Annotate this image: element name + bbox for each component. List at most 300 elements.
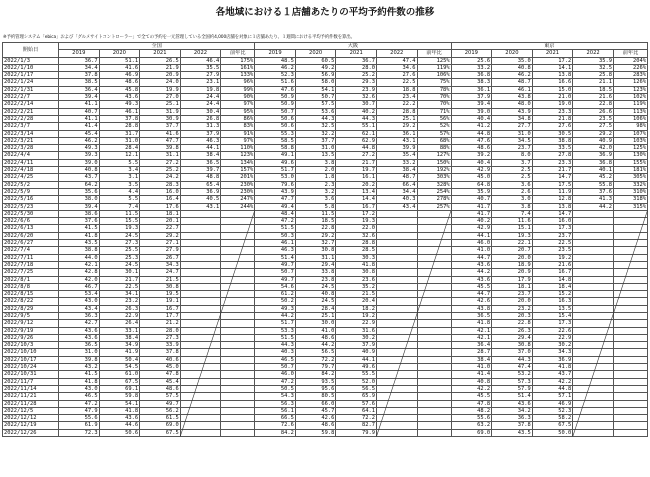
value-cell xyxy=(417,254,451,261)
date-cell: 2022/2/7 xyxy=(3,94,59,101)
value-cell: 5.5 xyxy=(99,159,140,166)
value-cell: 49.7 xyxy=(255,261,296,268)
value-cell: 230% xyxy=(221,188,255,195)
value-cell: 28.7 xyxy=(451,349,492,356)
value-cell xyxy=(613,385,647,392)
value-cell: 36.4 xyxy=(451,342,492,349)
date-cell: 2022/1/24 xyxy=(3,79,59,86)
table-row xyxy=(3,393,648,400)
table-row xyxy=(3,137,648,144)
value-cell xyxy=(221,400,255,407)
value-cell: 47.9 xyxy=(59,407,100,414)
value-cell: 84.2 xyxy=(255,429,296,436)
value-cell: 46.1 xyxy=(99,108,140,115)
value-cell: 25.3 xyxy=(99,254,140,261)
value-cell: 5.5 xyxy=(99,196,140,203)
value-cell: 21.6 xyxy=(532,261,573,268)
value-cell: 41.0 xyxy=(295,327,336,334)
value-cell: 29.2 xyxy=(376,123,417,130)
value-cell: 46.1 xyxy=(492,86,533,93)
value-cell: 95.6 xyxy=(295,385,336,392)
value-cell: 58.2 xyxy=(532,415,573,422)
value-cell: 22.8 xyxy=(295,225,336,232)
value-cell: 47.8 xyxy=(140,371,181,378)
value-cell: 2.3 xyxy=(295,181,336,188)
value-cell: 66.0 xyxy=(295,400,336,407)
value-cell xyxy=(376,225,417,232)
value-cell xyxy=(573,364,614,371)
value-cell: 29.2 xyxy=(295,232,336,239)
value-cell: 18.9 xyxy=(492,261,533,268)
value-cell: 29.4 xyxy=(295,261,336,268)
value-cell: 19.2 xyxy=(336,312,377,319)
value-cell: 29.2 xyxy=(140,232,181,239)
value-cell: 36.9 xyxy=(573,152,614,159)
value-cell xyxy=(573,385,614,392)
value-cell xyxy=(376,422,417,429)
value-cell: 7.4 xyxy=(492,210,533,217)
value-cell: 58.5 xyxy=(255,137,296,144)
value-cell: 22.5 xyxy=(532,240,573,247)
value-cell: 3.0 xyxy=(492,196,533,203)
value-cell xyxy=(417,305,451,312)
value-cell xyxy=(221,415,255,422)
value-cell xyxy=(180,298,221,305)
value-cell xyxy=(573,429,614,436)
value-cell: 49.6 xyxy=(336,364,377,371)
value-cell: 19.3 xyxy=(99,225,140,232)
value-cell: 21.1 xyxy=(573,79,614,86)
value-cell xyxy=(180,407,221,414)
value-cell: 48.6 xyxy=(99,79,140,86)
value-cell: 28.4 xyxy=(295,305,336,312)
value-cell: 34.4 xyxy=(59,64,100,71)
value-cell: 3.1 xyxy=(99,174,140,181)
table-row xyxy=(3,108,648,115)
value-cell: 230% xyxy=(221,181,255,188)
value-cell: 44.8 xyxy=(451,130,492,137)
value-cell xyxy=(417,415,451,422)
value-cell: 33.5 xyxy=(532,145,573,152)
value-cell xyxy=(376,291,417,298)
page-title: 各地域における１店舗あたりの平均予約件数の推移 xyxy=(215,7,435,18)
value-cell xyxy=(613,407,647,414)
value-cell: 8.0 xyxy=(492,152,533,159)
value-cell xyxy=(417,276,451,283)
value-cell: 204% xyxy=(613,57,647,64)
value-cell: 40.8 xyxy=(295,291,336,298)
value-cell: 44.0 xyxy=(59,254,100,261)
value-cell: 41.8 xyxy=(532,364,573,371)
value-cell: 2.5 xyxy=(492,167,533,174)
value-cell: 95% xyxy=(221,108,255,115)
date-cell: 2022/8/29 xyxy=(3,305,59,312)
value-cell xyxy=(417,232,451,239)
value-cell: 30.2 xyxy=(336,334,377,341)
value-cell: 46.3 xyxy=(180,137,221,144)
value-cell: 50.6 xyxy=(255,115,296,122)
value-cell: 21.7 xyxy=(336,159,377,166)
value-cell: 43.6 xyxy=(451,276,492,283)
value-cell: 43.9 xyxy=(492,108,533,115)
value-cell: 34.1 xyxy=(99,291,140,298)
value-cell xyxy=(376,254,417,261)
value-cell: 37.8 xyxy=(99,115,140,122)
value-cell: 310% xyxy=(613,188,647,195)
value-cell: 50.7 xyxy=(295,94,336,101)
value-cell: 42.7 xyxy=(59,320,100,327)
value-cell: 43.6 xyxy=(99,415,140,422)
value-cell: 45.7 xyxy=(295,407,336,414)
value-cell: 78% xyxy=(417,86,451,93)
value-cell: 23.1 xyxy=(180,79,221,86)
table-row xyxy=(3,123,648,130)
value-cell xyxy=(376,342,417,349)
table-row xyxy=(3,269,648,276)
table-row xyxy=(3,130,648,137)
value-cell: 33.2 xyxy=(451,64,492,71)
value-cell: 58.8 xyxy=(255,145,296,152)
value-cell: 52.3 xyxy=(255,72,296,79)
value-cell: 13.8 xyxy=(532,72,573,79)
value-cell xyxy=(573,225,614,232)
value-cell: 41.8 xyxy=(451,320,492,327)
value-cell: 47.6 xyxy=(451,137,492,144)
value-cell: 33.8 xyxy=(295,269,336,276)
value-cell xyxy=(221,261,255,268)
value-cell: 24.5 xyxy=(99,232,140,239)
value-cell: 25.1 xyxy=(140,101,181,108)
value-cell xyxy=(180,283,221,290)
value-cell: 40.8 xyxy=(59,167,100,174)
value-cell: 42.1 xyxy=(451,334,492,341)
value-cell: 69.0 xyxy=(451,429,492,436)
value-cell xyxy=(221,291,255,298)
value-cell: 59.8 xyxy=(99,393,140,400)
value-cell: 54.3 xyxy=(255,393,296,400)
value-cell xyxy=(573,393,614,400)
value-cell: 43.2 xyxy=(59,364,100,371)
value-cell: 34.5 xyxy=(492,137,533,144)
value-cell: 39.4 xyxy=(59,203,100,210)
value-cell: 20.9 xyxy=(140,72,181,79)
value-cell: 31.1 xyxy=(140,152,181,159)
value-cell: 44.2 xyxy=(255,312,296,319)
date-cell: 2022/3/14 xyxy=(3,130,59,137)
value-cell: 54.6 xyxy=(255,283,296,290)
value-cell: 50.6 xyxy=(99,429,140,436)
value-cell xyxy=(573,218,614,225)
value-cell: 42.9 xyxy=(451,225,492,232)
value-cell: 23.9 xyxy=(336,86,377,93)
table-row xyxy=(3,342,648,349)
value-cell xyxy=(221,312,255,319)
value-cell: 53.0 xyxy=(255,174,296,181)
value-cell: 32.7 xyxy=(295,240,336,247)
value-cell: 30.7 xyxy=(336,101,377,108)
value-cell xyxy=(376,305,417,312)
value-cell: 79.6 xyxy=(255,181,296,188)
table-row xyxy=(3,174,648,181)
value-cell: 22.1 xyxy=(492,240,533,247)
value-cell: 48.0 xyxy=(492,101,533,108)
date-cell: 2022/3/28 xyxy=(3,145,59,152)
value-cell: 45.5 xyxy=(451,283,492,290)
value-cell: 30.3 xyxy=(336,254,377,261)
value-cell: 20.0 xyxy=(492,254,533,261)
value-cell: 257% xyxy=(417,203,451,210)
value-cell: 192% xyxy=(417,167,451,174)
value-cell: 315% xyxy=(613,203,647,210)
value-cell: 19.7 xyxy=(336,167,377,174)
value-cell: 16.7 xyxy=(140,305,181,312)
value-cell: 53.3 xyxy=(255,327,296,334)
value-cell xyxy=(221,240,255,247)
value-cell: 22.9 xyxy=(336,320,377,327)
value-cell xyxy=(613,378,647,385)
value-cell: 36.3 xyxy=(59,312,100,319)
value-cell: 49.2 xyxy=(295,64,336,71)
date-cell: 2022/2/21 xyxy=(3,108,59,115)
value-cell: 26.5 xyxy=(140,57,181,64)
value-cell: 27.9 xyxy=(140,247,181,254)
value-cell: 16.7 xyxy=(532,269,573,276)
value-cell xyxy=(180,385,221,392)
value-cell: 32.6 xyxy=(336,232,377,239)
value-cell: 38.6 xyxy=(59,210,100,217)
value-cell xyxy=(613,247,647,254)
value-cell: 36.7 xyxy=(336,57,377,64)
value-cell xyxy=(376,283,417,290)
value-cell: 150% xyxy=(417,159,451,166)
value-cell: 44.2 xyxy=(573,203,614,210)
value-cell: 39.4 xyxy=(59,94,100,101)
value-cell: 278% xyxy=(417,196,451,203)
value-cell xyxy=(573,210,614,217)
date-cell: 2022/7/25 xyxy=(3,269,59,276)
value-cell xyxy=(180,371,221,378)
value-cell xyxy=(573,298,614,305)
value-cell: 47.2 xyxy=(59,400,100,407)
value-cell xyxy=(376,415,417,422)
value-cell: 36.1 xyxy=(451,86,492,93)
year-header: 2019 xyxy=(255,50,296,57)
value-cell: 56.3 xyxy=(255,400,296,407)
value-cell: 26.3 xyxy=(492,327,533,334)
value-cell xyxy=(613,349,647,356)
value-cell: 27.3 xyxy=(99,240,140,247)
value-cell: 96% xyxy=(221,79,255,86)
table-row xyxy=(3,327,648,334)
date-cell: 2022/3/7 xyxy=(3,123,59,130)
table-row xyxy=(3,283,648,290)
value-cell: 17.3 xyxy=(532,320,573,327)
date-cell: 2022/5/16 xyxy=(3,196,59,203)
value-cell: 46.4 xyxy=(180,57,221,64)
value-cell: 27.7 xyxy=(492,123,533,130)
value-cell: 18.5 xyxy=(573,86,614,93)
value-cell xyxy=(417,334,451,341)
value-cell xyxy=(180,327,221,334)
value-cell: 69.0 xyxy=(140,422,181,429)
value-cell xyxy=(573,247,614,254)
value-cell: 36.7 xyxy=(59,57,100,64)
value-cell: 119% xyxy=(613,101,647,108)
value-cell: 328% xyxy=(417,181,451,188)
value-cell xyxy=(613,269,647,276)
value-cell: 3.5 xyxy=(99,181,140,188)
value-cell: 38.4 xyxy=(451,356,492,363)
value-cell xyxy=(417,400,451,407)
value-cell: 30.8 xyxy=(336,269,377,276)
value-cell: 50.7 xyxy=(255,269,296,276)
value-cell: 41.8 xyxy=(59,378,100,385)
value-cell: 44.1 xyxy=(451,232,492,239)
value-cell: 48.6 xyxy=(451,145,492,152)
value-cell: 48.8 xyxy=(180,174,221,181)
value-cell: 22.9 xyxy=(99,312,140,319)
value-cell xyxy=(180,240,221,247)
value-cell: 44.6 xyxy=(99,422,140,429)
value-cell: 49.3 xyxy=(255,305,296,312)
value-cell: 34.3 xyxy=(140,261,181,268)
value-cell: 38.5 xyxy=(59,79,100,86)
value-cell: 41.8 xyxy=(59,232,100,239)
value-cell: 43.9 xyxy=(255,188,296,195)
value-cell xyxy=(221,371,255,378)
value-cell xyxy=(221,218,255,225)
value-cell xyxy=(417,298,451,305)
value-cell xyxy=(376,378,417,385)
value-cell: 47.2 xyxy=(255,218,296,225)
date-cell: 2022/9/5 xyxy=(3,312,59,319)
value-cell: 31.1 xyxy=(295,254,336,261)
value-cell: 44.1 xyxy=(180,145,221,152)
value-cell: 49.6 xyxy=(255,159,296,166)
table-row xyxy=(3,385,648,392)
value-cell: 24.5 xyxy=(295,283,336,290)
value-cell: 46.9 xyxy=(532,400,573,407)
value-cell: 31.7 xyxy=(99,130,140,137)
date-cell: 2022/10/3 xyxy=(3,342,59,349)
value-cell xyxy=(376,334,417,341)
value-cell: 18.1 xyxy=(140,210,181,217)
date-cell: 2022/11/14 xyxy=(3,385,59,392)
value-cell: 21.7 xyxy=(532,167,573,174)
value-cell: 51.4 xyxy=(492,393,533,400)
value-cell: 305% xyxy=(613,174,647,181)
value-cell xyxy=(417,385,451,392)
table-row xyxy=(3,400,648,407)
year-header: 2020 xyxy=(295,50,336,57)
value-cell: 46.2 xyxy=(255,64,296,71)
value-cell: 88% xyxy=(417,145,451,152)
value-cell: 17.2 xyxy=(336,210,377,217)
value-cell: 16.1 xyxy=(336,174,377,181)
date-cell: 2022/6/6 xyxy=(3,218,59,225)
value-cell: 35.6 xyxy=(59,188,100,195)
value-cell: 42.2 xyxy=(532,378,573,385)
value-cell: 181% xyxy=(613,167,647,174)
value-cell: 48.7 xyxy=(492,79,533,86)
value-cell: 15.0 xyxy=(532,86,573,93)
value-cell: 18.5 xyxy=(295,218,336,225)
value-cell xyxy=(613,422,647,429)
value-cell: 51.7 xyxy=(255,320,296,327)
value-cell: 13.5 xyxy=(532,305,573,312)
value-cell: 11.5 xyxy=(295,210,336,217)
table-row xyxy=(3,276,648,283)
value-cell: 50.3 xyxy=(255,232,296,239)
value-cell: 35.9 xyxy=(573,57,614,64)
value-cell: 18.1 xyxy=(492,283,533,290)
value-cell xyxy=(573,291,614,298)
date-cell: 2022/11/7 xyxy=(3,378,59,385)
year-header: 2020 xyxy=(99,50,140,57)
value-cell: 38.0 xyxy=(59,196,100,203)
value-cell: 14.1 xyxy=(532,64,573,71)
date-cell: 2022/9/12 xyxy=(3,320,59,327)
value-cell: 41.5 xyxy=(59,371,100,378)
value-cell xyxy=(180,218,221,225)
date-cell: 2022/10/24 xyxy=(3,364,59,371)
value-cell: 64.1 xyxy=(336,407,377,414)
value-cell: 27.1 xyxy=(140,240,181,247)
table-row xyxy=(3,218,648,225)
value-cell: 26.4 xyxy=(99,320,140,327)
year-header: 前年比 xyxy=(417,50,451,57)
value-cell: 25.1 xyxy=(295,312,336,319)
value-cell: 20.3 xyxy=(492,312,533,319)
value-cell: 36.9 xyxy=(532,356,573,363)
table-row xyxy=(3,159,648,166)
value-cell: 41.1 xyxy=(59,101,100,108)
value-cell xyxy=(613,291,647,298)
value-cell xyxy=(417,364,451,371)
value-cell: 46.0 xyxy=(255,371,296,378)
date-cell: 2022/11/21 xyxy=(3,393,59,400)
value-cell: 43.6 xyxy=(451,261,492,268)
year-header: 2019 xyxy=(451,50,492,57)
value-cell: 38.4 xyxy=(180,152,221,159)
value-cell xyxy=(221,276,255,283)
value-cell: 44.7 xyxy=(451,254,492,261)
date-cell: 2022/3/21 xyxy=(3,137,59,144)
date-cell: 2022/5/30 xyxy=(3,210,59,217)
value-cell: 43.0 xyxy=(59,385,100,392)
value-cell: 22.5 xyxy=(99,283,140,290)
value-cell: 23.2 xyxy=(492,305,533,312)
value-cell xyxy=(180,378,221,385)
value-cell: 55.5 xyxy=(336,371,377,378)
value-cell: 31.0 xyxy=(99,137,140,144)
value-cell: 41.3 xyxy=(573,196,614,203)
value-cell: 51.5 xyxy=(255,334,296,341)
value-cell xyxy=(613,312,647,319)
value-cell: 23.7 xyxy=(492,291,533,298)
value-cell: 41.8 xyxy=(336,261,377,268)
value-cell xyxy=(573,415,614,422)
value-cell: 49.7 xyxy=(140,400,181,407)
value-cell: 27.8 xyxy=(532,152,573,159)
table-row xyxy=(3,415,648,422)
value-cell xyxy=(573,305,614,312)
value-cell xyxy=(573,422,614,429)
value-cell xyxy=(417,407,451,414)
value-cell: 86% xyxy=(221,115,255,122)
value-cell xyxy=(613,218,647,225)
table-row xyxy=(3,247,648,254)
